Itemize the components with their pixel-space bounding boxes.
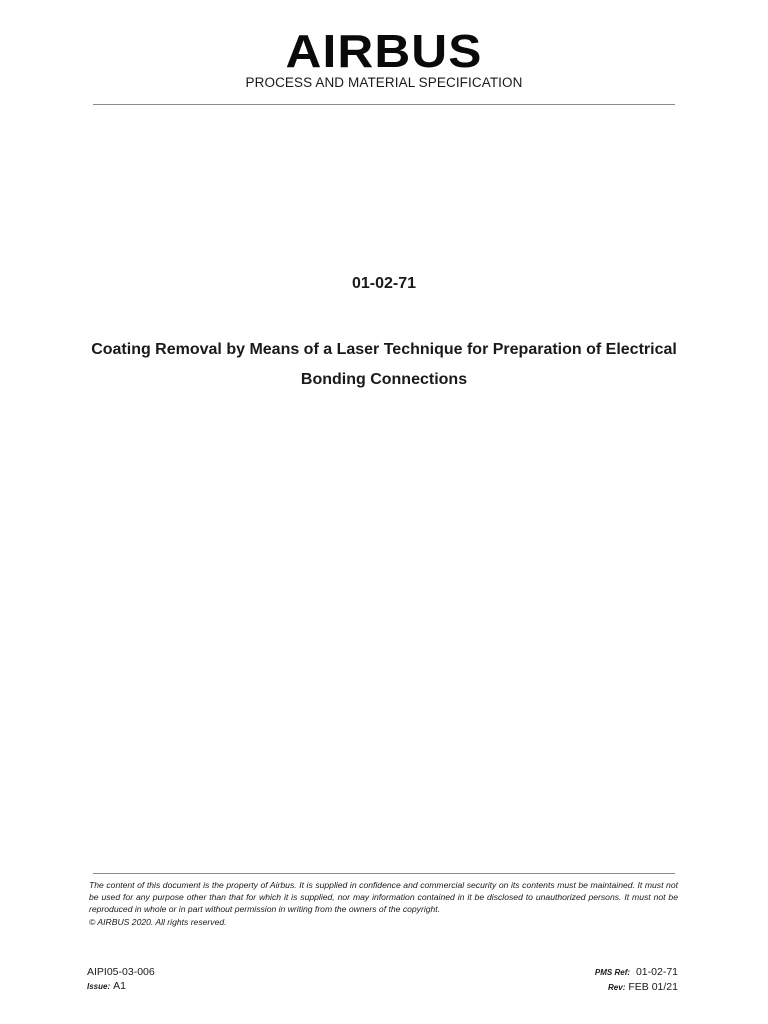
rev-label: Rev: [608, 983, 626, 992]
pms-ref-row [595, 965, 678, 980]
copyright-notice: © AIRBUS 2020. All rights reserved. [89, 916, 227, 927]
confidentiality-text: The content of this document is the property of Airbus. It is supplied in confidence and commercial security on its contents must be maintained. It must not be used for any purpose other than that for which it is supplied, nor may information contained in it be disclosed to unauthorized persons. It must not be reproduced in whole or in part without permission in writing from the owners of the copyright. [89, 880, 678, 915]
document-title: Coating Removal by Means of a Laser Technique for Preparation of Electrical Bonding Connections [91, 341, 677, 388]
issue-value: A1 [113, 980, 126, 992]
footer-left [87, 965, 155, 994]
document-number: 01-02-71 [351, 275, 417, 292]
form-reference: AIPI05-03-006 [87, 966, 155, 978]
header-divider [93, 104, 675, 105]
issue-row [87, 979, 155, 994]
spec-subtitle: PROCESS AND MATERIAL SPECIFICATION [245, 75, 523, 90]
rev-row [595, 980, 678, 995]
confidentiality-notice [89, 879, 678, 928]
issue-label: Issue: [87, 982, 111, 991]
rev-value: FEB 01/21 [628, 981, 678, 993]
pms-ref-value: 01-02-71 [635, 966, 678, 978]
pms-ref-label: PMS Ref: [594, 968, 631, 977]
airbus-logo: AIRBUS [285, 25, 483, 77]
footer-right [595, 965, 678, 995]
footer-divider [93, 873, 675, 874]
